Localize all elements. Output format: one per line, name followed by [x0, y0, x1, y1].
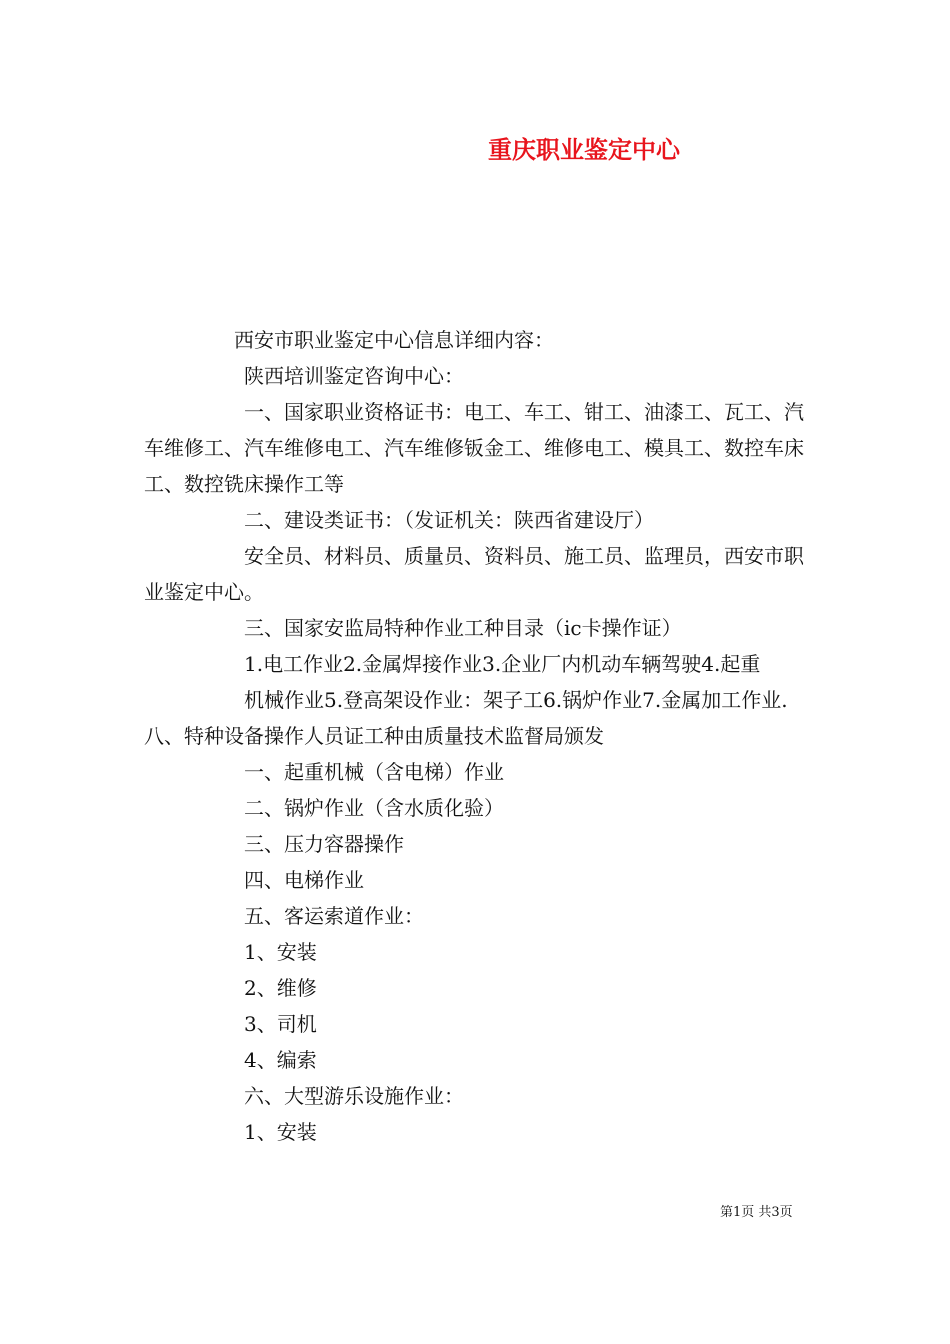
paragraph: 1.电工作业2.金属焊接作业3.企业厂内机动车辆驾驶4.起重: [244, 652, 761, 676]
paragraph: 一、国家职业资格证书：电工、车工、钳工、油漆工、瓦工、汽车维修工、汽车维修电工、汽车维修钣金工、维修电工、模具工、数控车床工、数控铣床操作工等: [144, 400, 804, 496]
document-body: [144, 322, 809, 1150]
paragraph: 1、安装: [244, 940, 317, 964]
paragraph: 2、维修: [244, 976, 317, 1000]
paragraph: 西安市职业鉴定中心信息详细内容：: [234, 328, 554, 352]
paragraph: 三、国家安监局特种作业工种目录（ic卡操作证）: [244, 616, 682, 640]
paragraph: 安全员、材料员、质量员、资料员、施工员、监理员，西安市职业鉴定中心。: [144, 544, 804, 604]
paragraph: 六、大型游乐设施作业：: [244, 1084, 464, 1108]
paragraph: 机械作业5.登高架设作业：架子工6.锅炉作业7.金属加工作业.八、特种设备操作人员证工种由质量技术监督局颁发: [144, 688, 788, 748]
paragraph: 二、锅炉作业（含水质化验）: [244, 796, 504, 820]
paragraph: 四、电梯作业: [244, 868, 364, 892]
paragraph: 1、安装: [244, 1120, 317, 1144]
paragraph: 3、司机: [244, 1012, 317, 1036]
page-footer: 第1页 共3页: [720, 1205, 793, 1220]
paragraph: 五、客运索道作业：: [244, 904, 424, 928]
paragraph: 二、建设类证书：（发证机关：陕西省建设厅）: [244, 508, 654, 532]
paragraph: 4、编索: [244, 1048, 317, 1072]
paragraph: 三、压力容器操作: [244, 832, 404, 856]
paragraph: 一、起重机械（含电梯）作业: [244, 760, 504, 784]
document-title: 重庆职业鉴定中心: [488, 136, 680, 164]
paragraph: 陕西培训鉴定咨询中心：: [244, 364, 464, 388]
